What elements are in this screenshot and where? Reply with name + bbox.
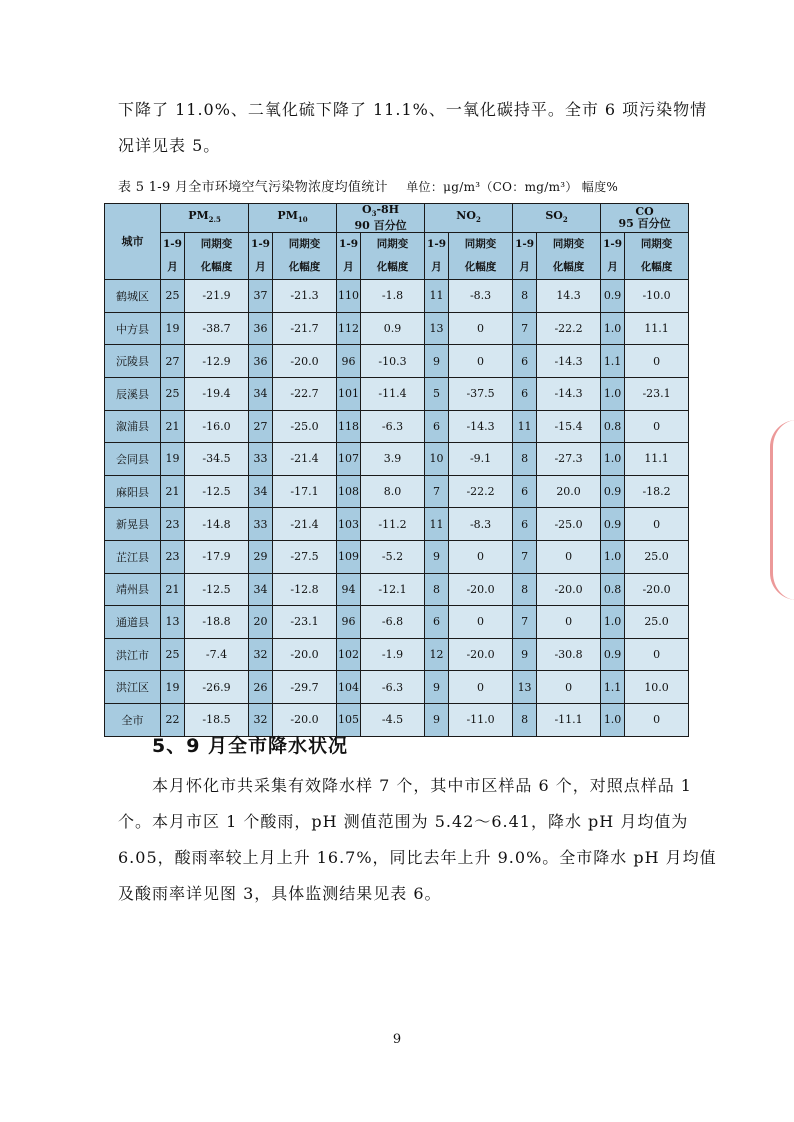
- value-cell: 20: [249, 606, 273, 639]
- value-cell: 11: [425, 508, 449, 541]
- change-cell: -22.7: [273, 377, 337, 410]
- value-cell: 1.0: [601, 377, 625, 410]
- value-cell: 27: [249, 410, 273, 443]
- change-subheader: 同期变 化幅度: [273, 233, 337, 280]
- change-cell: 10.0: [625, 671, 689, 704]
- change-cell: 11.1: [625, 443, 689, 476]
- value-cell: 19: [161, 312, 185, 345]
- value-cell: 8: [513, 573, 537, 606]
- table-row: [105, 606, 689, 639]
- value-cell: 25: [161, 377, 185, 410]
- change-cell: 0: [625, 703, 689, 736]
- change-subheader: 同期变 化幅度: [625, 233, 689, 280]
- change-subheader: 同期变 化幅度: [185, 233, 249, 280]
- value-subheader: 1-9 月: [601, 233, 625, 280]
- table-row: [105, 671, 689, 704]
- change-cell: -25.0: [273, 410, 337, 443]
- value-cell: 104: [337, 671, 361, 704]
- value-cell: 112: [337, 312, 361, 345]
- change-cell: 0.9: [361, 312, 425, 345]
- change-cell: -21.4: [273, 443, 337, 476]
- change-cell: 0: [449, 540, 513, 573]
- change-cell: -14.8: [185, 508, 249, 541]
- value-cell: 105: [337, 703, 361, 736]
- value-cell: 6: [513, 475, 537, 508]
- value-cell: 6: [513, 345, 537, 378]
- change-cell: -18.2: [625, 475, 689, 508]
- table-row: [105, 573, 689, 606]
- value-cell: 1.0: [601, 606, 625, 639]
- change-cell: -14.3: [537, 377, 601, 410]
- city-cell: 辰溪县: [105, 377, 161, 410]
- value-cell: 8: [425, 573, 449, 606]
- change-cell: -30.8: [537, 638, 601, 671]
- city-cell: 通道县: [105, 606, 161, 639]
- pollutant-header: $NO_2$: [425, 204, 513, 233]
- value-cell: 21: [161, 410, 185, 443]
- change-cell: -10.0: [625, 280, 689, 313]
- change-cell: -1.8: [361, 280, 425, 313]
- table-row: [105, 443, 689, 476]
- value-cell: 29: [249, 540, 273, 573]
- change-cell: 8.0: [361, 475, 425, 508]
- value-cell: 23: [161, 508, 185, 541]
- change-cell: -20.0: [449, 638, 513, 671]
- change-cell: -12.8: [273, 573, 337, 606]
- value-cell: 1.1: [601, 345, 625, 378]
- change-cell: 0: [625, 508, 689, 541]
- change-cell: -6.3: [361, 671, 425, 704]
- change-cell: -4.5: [361, 703, 425, 736]
- value-cell: 94: [337, 573, 361, 606]
- value-cell: 34: [249, 573, 273, 606]
- table-caption: [118, 176, 718, 195]
- value-cell: 26: [249, 671, 273, 704]
- change-cell: -6.3: [361, 410, 425, 443]
- city-cell: 全市: [105, 703, 161, 736]
- change-cell: 14.3: [537, 280, 601, 313]
- table-row: [105, 508, 689, 541]
- change-cell: -11.1: [537, 703, 601, 736]
- value-subheader: 1-9 月: [161, 233, 185, 280]
- table-caption-unit: 单位：μg/m³（CO：mg/m³） 幅度%: [406, 180, 619, 194]
- change-cell: 25.0: [625, 606, 689, 639]
- change-subheader: 同期变 化幅度: [537, 233, 601, 280]
- change-cell: -25.0: [537, 508, 601, 541]
- rain-paragraph: 本月怀化市共采集有效降水样 7 个，其中市区样品 6 个，对照点样品 1 个。本月市区 1 个酸雨，pH 测值范围为 5.42～6.41，降水 pH 月均值为 6.05，酸雨率较上月上升 16.7%，同比去年上升 9.0%。全市降水 pH 月均值及酸雨率详见图 3，具体监测结果见表 6。: [118, 776, 717, 903]
- change-cell: -11.0: [449, 703, 513, 736]
- value-cell: 7: [513, 540, 537, 573]
- change-cell: 20.0: [537, 475, 601, 508]
- change-cell: -20.0: [537, 573, 601, 606]
- change-cell: -16.0: [185, 410, 249, 443]
- value-cell: 7: [513, 606, 537, 639]
- value-cell: 1.0: [601, 540, 625, 573]
- change-cell: 11.1: [625, 312, 689, 345]
- change-cell: -20.0: [273, 703, 337, 736]
- change-cell: -17.1: [273, 475, 337, 508]
- table-row: [105, 410, 689, 443]
- value-cell: 0.9: [601, 508, 625, 541]
- change-cell: -19.4: [185, 377, 249, 410]
- value-cell: 9: [425, 345, 449, 378]
- change-cell: -22.2: [537, 312, 601, 345]
- change-cell: -7.4: [185, 638, 249, 671]
- city-cell: 溆浦县: [105, 410, 161, 443]
- value-cell: 0.9: [601, 280, 625, 313]
- change-cell: -21.7: [273, 312, 337, 345]
- value-cell: 19: [161, 443, 185, 476]
- value-cell: 103: [337, 508, 361, 541]
- change-subheader: 同期变 化幅度: [361, 233, 425, 280]
- change-cell: -21.9: [185, 280, 249, 313]
- change-cell: -20.0: [273, 638, 337, 671]
- pollutant-header: $SO_2$: [513, 204, 601, 233]
- value-cell: 27: [161, 345, 185, 378]
- city-cell: 洪江市: [105, 638, 161, 671]
- change-subheader: 同期变 化幅度: [449, 233, 513, 280]
- change-cell: -12.1: [361, 573, 425, 606]
- value-cell: 6: [513, 508, 537, 541]
- city-cell: 中方县: [105, 312, 161, 345]
- value-cell: 9: [513, 638, 537, 671]
- value-subheader: 1-9 月: [249, 233, 273, 280]
- value-cell: 33: [249, 443, 273, 476]
- value-cell: 118: [337, 410, 361, 443]
- city-column-header: 城市: [105, 204, 161, 280]
- city-cell: 新晃县: [105, 508, 161, 541]
- value-cell: 9: [425, 671, 449, 704]
- change-cell: -37.5: [449, 377, 513, 410]
- change-cell: -9.1: [449, 443, 513, 476]
- table-row: [105, 280, 689, 313]
- table-row: [105, 638, 689, 671]
- value-cell: 11: [425, 280, 449, 313]
- section-heading: 5、9 月全市降水状况: [152, 735, 349, 757]
- value-cell: 108: [337, 475, 361, 508]
- change-cell: -20.0: [625, 573, 689, 606]
- change-cell: -20.0: [449, 573, 513, 606]
- change-cell: -27.3: [537, 443, 601, 476]
- change-cell: 0: [537, 540, 601, 573]
- value-cell: 12: [425, 638, 449, 671]
- change-cell: -17.9: [185, 540, 249, 573]
- change-cell: -20.0: [273, 345, 337, 378]
- value-cell: 13: [161, 606, 185, 639]
- change-cell: 0: [537, 671, 601, 704]
- value-cell: 23: [161, 540, 185, 573]
- value-cell: 36: [249, 345, 273, 378]
- change-cell: -38.7: [185, 312, 249, 345]
- value-cell: 0.8: [601, 573, 625, 606]
- change-cell: 0: [449, 312, 513, 345]
- city-cell: 芷江县: [105, 540, 161, 573]
- value-cell: 1.0: [601, 443, 625, 476]
- city-cell: 鹤城区: [105, 280, 161, 313]
- pollutant-header: CO 95 百分位: [601, 204, 689, 233]
- change-cell: -6.8: [361, 606, 425, 639]
- value-subheader: 1-9 月: [513, 233, 537, 280]
- value-cell: 8: [513, 703, 537, 736]
- value-cell: 25: [161, 638, 185, 671]
- change-cell: -23.1: [625, 377, 689, 410]
- change-cell: -26.9: [185, 671, 249, 704]
- change-cell: -34.5: [185, 443, 249, 476]
- table-row: [105, 345, 689, 378]
- change-cell: 0: [537, 606, 601, 639]
- pollutant-table: [104, 203, 689, 737]
- value-cell: 36: [249, 312, 273, 345]
- value-cell: 22: [161, 703, 185, 736]
- change-cell: -1.9: [361, 638, 425, 671]
- value-cell: 7: [425, 475, 449, 508]
- table-row: [105, 475, 689, 508]
- value-subheader: 1-9 月: [337, 233, 361, 280]
- value-cell: 96: [337, 345, 361, 378]
- change-cell: -18.8: [185, 606, 249, 639]
- change-cell: 0: [625, 345, 689, 378]
- change-cell: 0: [625, 410, 689, 443]
- value-cell: 6: [513, 377, 537, 410]
- change-cell: -21.3: [273, 280, 337, 313]
- change-cell: -23.1: [273, 606, 337, 639]
- value-cell: 32: [249, 638, 273, 671]
- value-cell: 5: [425, 377, 449, 410]
- change-cell: -27.5: [273, 540, 337, 573]
- city-cell: 洪江区: [105, 671, 161, 704]
- pollutant-header: $PM_{2.5}$: [161, 204, 249, 233]
- value-cell: 6: [425, 410, 449, 443]
- value-cell: 34: [249, 377, 273, 410]
- change-cell: -14.3: [537, 345, 601, 378]
- change-cell: 0: [625, 638, 689, 671]
- value-cell: 0.9: [601, 475, 625, 508]
- value-cell: 1.0: [601, 312, 625, 345]
- value-subheader: 1-9 月: [425, 233, 449, 280]
- change-cell: -5.2: [361, 540, 425, 573]
- change-cell: -12.5: [185, 573, 249, 606]
- change-cell: -15.4: [537, 410, 601, 443]
- value-cell: 25: [161, 280, 185, 313]
- value-cell: 33: [249, 508, 273, 541]
- value-cell: 9: [425, 540, 449, 573]
- value-cell: 0.8: [601, 410, 625, 443]
- change-cell: -29.7: [273, 671, 337, 704]
- value-cell: 110: [337, 280, 361, 313]
- change-cell: -21.4: [273, 508, 337, 541]
- intro-paragraph: 下降了 11.0%、二氧化硫下降了 11.1%、一氧化碳持平。全市 6 项污染物情况详见表 5。: [118, 100, 708, 155]
- value-cell: 13: [425, 312, 449, 345]
- change-cell: -11.4: [361, 377, 425, 410]
- change-cell: -8.3: [449, 280, 513, 313]
- value-cell: 109: [337, 540, 361, 573]
- value-cell: 21: [161, 573, 185, 606]
- value-cell: 32: [249, 703, 273, 736]
- pollutant-header: $O_3-8H$ 90 百分位: [337, 204, 425, 233]
- value-cell: 11: [513, 410, 537, 443]
- change-cell: 25.0: [625, 540, 689, 573]
- value-cell: 37: [249, 280, 273, 313]
- value-cell: 8: [513, 443, 537, 476]
- change-cell: -8.3: [449, 508, 513, 541]
- value-cell: 34: [249, 475, 273, 508]
- city-cell: 麻阳县: [105, 475, 161, 508]
- change-cell: -10.3: [361, 345, 425, 378]
- table-row: [105, 312, 689, 345]
- value-cell: 1.0: [601, 703, 625, 736]
- change-cell: -12.9: [185, 345, 249, 378]
- city-cell: 会同县: [105, 443, 161, 476]
- value-cell: 101: [337, 377, 361, 410]
- value-cell: 19: [161, 671, 185, 704]
- value-cell: 102: [337, 638, 361, 671]
- value-cell: 7: [513, 312, 537, 345]
- change-cell: -18.5: [185, 703, 249, 736]
- table-row: [105, 540, 689, 573]
- value-cell: 9: [425, 703, 449, 736]
- page-number: 9: [392, 1032, 402, 1047]
- change-cell: -22.2: [449, 475, 513, 508]
- change-cell: 3.9: [361, 443, 425, 476]
- city-cell: 沅陵县: [105, 345, 161, 378]
- city-cell: 靖州县: [105, 573, 161, 606]
- change-cell: 0: [449, 345, 513, 378]
- value-cell: 8: [513, 280, 537, 313]
- change-cell: -14.3: [449, 410, 513, 443]
- value-cell: 6: [425, 606, 449, 639]
- value-cell: 1.1: [601, 671, 625, 704]
- red-seal-stamp: [770, 420, 794, 600]
- value-cell: 10: [425, 443, 449, 476]
- value-cell: 107: [337, 443, 361, 476]
- change-cell: -11.2: [361, 508, 425, 541]
- value-cell: 96: [337, 606, 361, 639]
- pollutant-header: $PM_{10}$: [249, 204, 337, 233]
- table-caption-title: 表 5 1-9 月全市环境空气污染物浓度均值统计: [118, 180, 388, 195]
- change-cell: 0: [449, 671, 513, 704]
- value-cell: 13: [513, 671, 537, 704]
- change-cell: 0: [449, 606, 513, 639]
- change-cell: -12.5: [185, 475, 249, 508]
- table-row: [105, 377, 689, 410]
- value-cell: 21: [161, 475, 185, 508]
- value-cell: 0.9: [601, 638, 625, 671]
